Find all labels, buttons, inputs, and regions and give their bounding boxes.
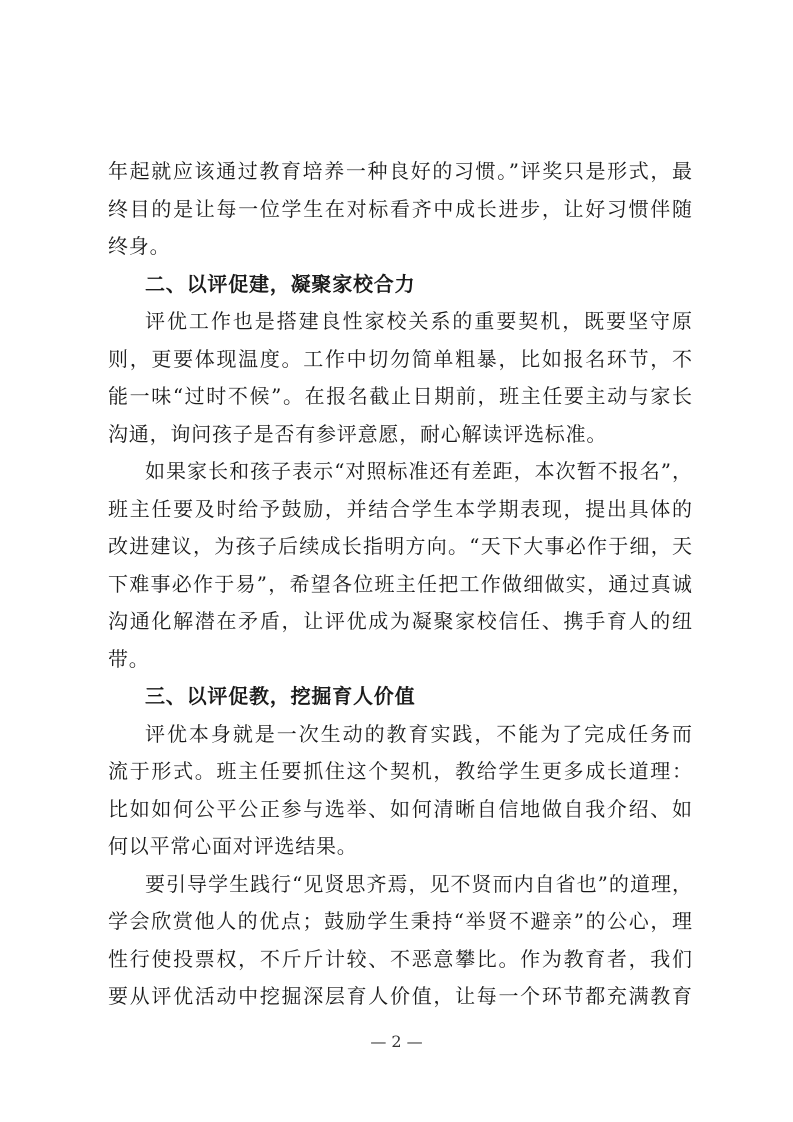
text-line: 则，更要体现温度。工作中切勿简单粗暴，比如报名环节，不 bbox=[108, 346, 692, 371]
text-line: 终身。 bbox=[108, 234, 171, 258]
paragraph bbox=[108, 453, 692, 678]
document-body bbox=[108, 153, 692, 1016]
page-number: — 2 — bbox=[370, 1032, 423, 1051]
text-line: 年起就应该通过教育培养一种良好的习惯。”评奖只是形式，最 bbox=[108, 159, 692, 183]
text-line: 二、以评促建，凝聚家校合力 bbox=[145, 271, 416, 296]
paragraph bbox=[108, 303, 692, 453]
text-line: 性行使投票权，不斤斤计较、不恶意攀比。作为教育者，我们 bbox=[108, 946, 692, 971]
text-line: 下难事必作于易”，希望各位班主任把工作做细做实，通过真诚 bbox=[108, 571, 692, 596]
text-line: 如果家长和孩子表示“对照标准还有差距，本次暂不报名”， bbox=[145, 459, 692, 483]
paragraph bbox=[108, 716, 692, 866]
text-line: 要从评优活动中挖掘深层育人价值，让每一个环节都充满教育 bbox=[108, 984, 692, 1008]
text-line: 评优工作也是搭建良性家校关系的重要契机，既要坚守原 bbox=[145, 309, 692, 333]
text-line: 沟通，询问孩子是否有参评意愿，耐心解读评选标准。 bbox=[108, 421, 608, 446]
text-line: 何以平常心面对评选结果。 bbox=[108, 834, 358, 858]
text-line: 三、以评促教，挖掘育人价值 bbox=[145, 684, 416, 708]
text-line: 终目的是让每一位学生在对标看齐中成长进步，让好习惯伴随 bbox=[108, 196, 692, 221]
text-line: 流于形式。班主任要抓住这个契机，教给学生更多成长道理： bbox=[108, 759, 692, 783]
text-line: 带。 bbox=[108, 646, 150, 671]
section-heading bbox=[108, 678, 692, 716]
text-line: 改进建议，为孩子后续成长指明方向。“天下大事必作于细，天 bbox=[108, 534, 692, 558]
text-line: 能一味“过时不候”。在报名截止日期前，班主任要主动与家长 bbox=[108, 384, 692, 408]
text-line: 要引导学生践行“见贤思齐焉，见不贤而内自省也”的道理， bbox=[145, 871, 692, 896]
paragraph bbox=[108, 153, 692, 266]
section-heading bbox=[108, 266, 692, 304]
text-line: 学会欣赏他人的优点；鼓励学生秉持“举贤不避亲”的公心，理 bbox=[108, 909, 692, 933]
text-line: 比如如何公平公正参与选举、如何清晰自信地做自我介绍、如 bbox=[108, 796, 692, 821]
text-line: 评优本身就是一次生动的教育实践，不能为了完成任务而 bbox=[145, 721, 692, 746]
text-line: 班主任要及时给予鼓励，并结合学生本学期表现，提出具体的 bbox=[108, 496, 692, 521]
paragraph bbox=[108, 866, 692, 1016]
text-line: 沟通化解潜在矛盾，让评优成为凝聚家校信任、携手育人的纽 bbox=[108, 609, 692, 633]
